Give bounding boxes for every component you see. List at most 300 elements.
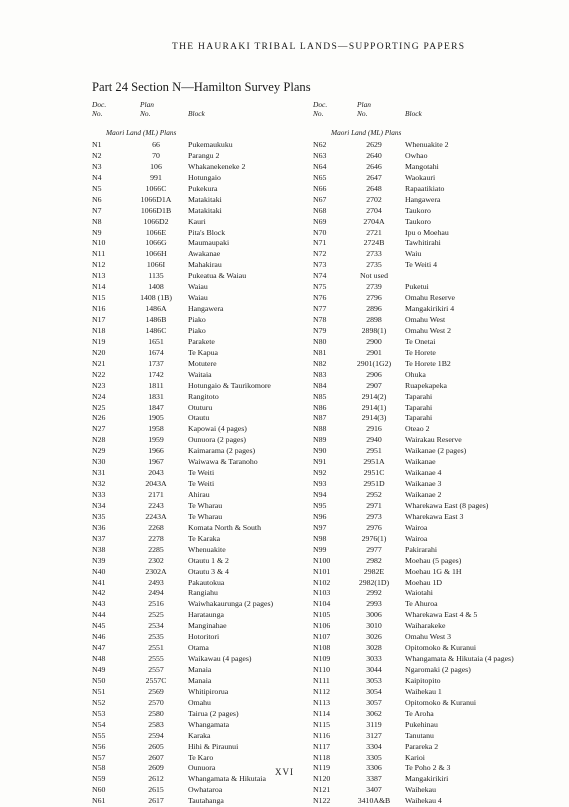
table-row [313,610,538,621]
block-name: Otautu [188,413,210,423]
doc-number: N63 [313,150,327,160]
doc-number: N40 [92,566,106,576]
doc-number: N8 [92,216,102,226]
plan-number: 991 [150,172,162,182]
plan-number: 2043A [145,479,167,489]
block-name: Whenuakite 2 [405,140,449,149]
plan-number: 3044 [366,665,382,674]
doc-number: N71 [313,238,327,248]
doc-number: N84 [313,380,327,390]
table-row [313,217,538,228]
block-name: Whangamata & Hikutaia [188,774,266,784]
plan-number: 2982E [363,566,385,576]
table-row [313,348,538,359]
plan-number: 1737 [148,358,164,368]
doc-number: N29 [92,446,106,456]
doc-number: N77 [313,304,327,314]
block-header: Block [188,109,205,118]
table-row [313,446,538,457]
doc-number: N87 [313,413,327,423]
table-row [313,665,538,676]
plan-number: 2302A [145,566,167,576]
doc-number: N111 [313,675,330,685]
doc-number: N119 [313,763,331,773]
table-row [313,228,538,239]
doc-number: N48 [92,654,106,664]
plan-number: 2243 [148,500,164,510]
doc-number: N67 [313,194,327,204]
block-name: Waiau [188,293,208,303]
table-row [313,556,538,567]
doc-number: N12 [92,260,106,270]
table-row [92,753,297,764]
plan-number: 3057 [366,697,382,707]
block-name: Kapowai (4 pages) [188,424,247,434]
table-row [92,709,297,720]
block-name: Otautu 1 & 2 [188,555,229,565]
doc-number: N122 [313,796,331,806]
plan-number: 1966 [148,446,164,456]
plan-number: 1066I [146,260,166,270]
block-name: Pita's Block [188,227,226,237]
table-row [313,359,538,370]
doc-number: N4 [92,172,102,182]
plan-number: 2609 [148,763,164,773]
doc-number: N73 [313,260,327,270]
block-name: Manginahae [188,621,227,631]
doc-number: N23 [92,380,106,390]
table-row [92,479,297,490]
doc-number: N115 [313,719,331,729]
plan-number: 2285 [148,544,164,554]
table-row [92,293,297,304]
block-name: Motutere [188,358,217,368]
doc-header: Doc. No. [92,100,107,118]
block-name: Waihekau 4 [405,796,442,806]
block-name: Waiu [405,249,422,259]
table-row [313,173,538,184]
table-row [92,337,297,348]
block-name: Awakanae [188,249,221,259]
plan-number: 2982(1D) [358,577,390,587]
table-row [92,370,297,381]
doc-number: N86 [313,402,327,412]
table-row [92,238,297,249]
plan-number: 2171 [148,490,164,499]
doc-number: N107 [313,632,331,642]
doc-number: N103 [313,588,331,598]
doc-number: N28 [92,435,106,445]
plan-number: 2952 [366,490,382,499]
block-name: Wairoa [405,533,428,543]
table-row [313,687,538,698]
block-name: Waitaia [188,369,212,379]
table-row [313,282,538,293]
plan-number: 2617 [148,796,164,806]
plan-number: 1847 [148,402,164,412]
block-name: Whangamata [188,719,230,729]
table-row [92,599,297,610]
table-row [92,796,297,807]
block-name: Parareka 2 [405,741,439,751]
doc-number: N72 [313,249,327,259]
doc-number: N99 [313,544,327,554]
block-name: Waikawau (4 pages) [188,654,252,664]
block-name: Hotoritori [188,632,220,642]
table-row [92,632,297,643]
block-name: Moehau (5 pages) [405,555,462,565]
plan-number: 1066D1B [140,205,172,215]
plan-number: Not used [360,271,388,281]
table-row [313,151,538,162]
block-name: Taukoro [405,205,431,215]
table-row [313,238,538,249]
block-header: Block [405,109,422,118]
plan-header: Plan No. [140,100,154,118]
plan-number: 2906 [366,369,382,379]
table-row [92,392,297,403]
plan-number: 2951D [363,479,385,489]
table-row [92,687,297,698]
block-name: Mangotahi [405,161,439,171]
plan-number: 3062 [366,708,382,718]
block-name: Pakautokua [188,577,225,587]
doc-number: N116 [313,730,331,740]
table-row [313,326,538,337]
plan-number: 2914(1) [361,402,387,412]
doc-number: N93 [313,479,327,489]
doc-number: N1 [92,140,102,149]
table-row [92,140,297,151]
block-name: Waikanae 3 [405,479,442,489]
plan-number: 3306 [366,763,382,773]
doc-number: N113 [313,697,331,707]
block-name: Hangawera [188,304,224,314]
plan-number: 1066C [145,183,167,193]
block-name: Waiau [188,282,208,292]
plan-number: 2583 [148,719,164,729]
doc-number: N70 [313,227,327,237]
block-name: Tanutanu [405,730,434,740]
block-name: Piako [188,325,206,335]
block-name: Omahu West 3 [405,632,452,642]
block-name: Rangiahu [188,588,218,598]
plan-number: 2900 [366,336,382,346]
table-row [92,315,297,326]
plan-number: 2914(2) [361,391,387,401]
table-row [313,304,538,315]
plan-number: 1811 [148,380,164,390]
block-name: Tawhitirahi [405,238,441,248]
plan-number: 1967 [148,457,164,467]
table-row [313,731,538,742]
doc-number: N89 [313,435,327,445]
block-name: Kauri [188,216,206,226]
plan-number: 1742 [148,369,164,379]
block-name: Te Horete 1B2 [405,358,451,368]
plan-number: 3119 [366,719,382,729]
block-name: Otautu 3 & 4 [188,566,229,576]
block-name: Mangakirikiri [405,774,449,784]
table-row [92,326,297,337]
table-row [92,698,297,709]
table-row [92,195,297,206]
doc-number: N10 [92,238,106,248]
plan-number: 1066H [145,249,167,259]
block-name: Waikanae [405,457,436,467]
plan-number: 1651 [148,336,164,346]
table-row [313,588,538,599]
block-name: Manaia [188,675,212,685]
doc-number: N47 [92,643,106,653]
table-row [313,479,538,490]
block-name: Te Weiti 4 [405,260,438,270]
doc-number: N6 [92,194,102,204]
page-number: XVI [275,767,294,777]
plan-number: 2796 [366,293,382,303]
doc-number: N16 [92,304,106,314]
doc-number: N35 [92,511,106,521]
table-row [92,731,297,742]
plan-number: 3410A&B [357,796,391,806]
plan-number: 2646 [366,161,382,171]
table-row [92,578,297,589]
plan-number: 1831 [148,391,164,401]
doc-number: N54 [92,719,106,729]
doc-number: N76 [313,293,327,303]
doc-number: N82 [313,358,327,368]
table-row [313,140,538,151]
plan-number: 1486C [145,325,167,335]
doc-number: N64 [313,161,327,171]
plan-number: 2992 [366,588,382,598]
table-row [92,173,297,184]
block-name: Opitomoko & Kuranui [405,643,477,653]
doc-number: N83 [313,369,327,379]
table-row [92,720,297,731]
plan-number: 3053 [366,675,382,685]
plan-number: 70 [152,150,160,160]
block-name: Wharekawa East 4 & 5 [405,610,478,620]
table-row [92,260,297,271]
block-name: Otuturu [188,402,213,412]
block-name: Moehau 1G & 1H [405,566,462,576]
table-row [92,742,297,753]
plan-number: 2898 [366,315,382,324]
plan-number: 3026 [366,632,382,642]
doc-number: N79 [313,325,327,335]
column-headers [313,100,538,126]
plan-number: 66 [152,140,160,149]
table-row [92,424,297,435]
plan-number: 2557C [145,675,167,685]
block-name: Manaia [188,665,212,674]
plan-number: 1905 [148,413,164,423]
plan-number: 2516 [148,599,164,609]
right-rows [313,140,538,807]
doc-number: N100 [313,555,331,565]
doc-number: N50 [92,675,106,685]
table-row [313,271,538,282]
table-row [92,184,297,195]
block-name: Wairoa [405,522,428,532]
doc-number: N36 [92,522,106,532]
block-name: Taparahi [405,391,433,401]
doc-number: N81 [313,347,327,357]
block-name: Omahu West [405,315,446,324]
plan-number: 3033 [366,654,382,664]
doc-number: N21 [92,358,106,368]
plan-number: 3387 [366,774,382,784]
table-row [313,676,538,687]
plan-number: 2534 [148,621,164,631]
block-name: Ngaromaki (2 pages) [405,665,471,674]
table-row [313,785,538,796]
plan-number: 2951C [363,468,385,478]
table-row [92,665,297,676]
plan-number: 2704 [366,205,382,215]
table-row [313,720,538,731]
plan-number: 2278 [148,533,164,543]
table-row [92,523,297,534]
plan-number: 3407 [366,785,382,795]
plan-number: 1408 (1B) [140,293,172,303]
doc-number: N3 [92,161,102,171]
plan-number: 2704A [363,216,385,226]
plan-number: 2982 [366,555,382,565]
table-row [313,490,538,501]
plan-number: 2570 [148,697,164,707]
doc-number: N9 [92,227,102,237]
plan-number: 2612 [148,774,164,784]
table-row [92,206,297,217]
doc-number: N39 [92,555,106,565]
doc-number: N5 [92,183,102,193]
block-name: Mahakirau [188,260,222,270]
table-row [313,206,538,217]
plan-number: 2739 [366,282,382,292]
block-name: Tairua (2 pages) [188,708,239,718]
doc-number: N57 [92,752,106,762]
block-name: Omahu [188,697,211,707]
block-name: Waikanae (2 pages) [405,446,467,456]
table-row [92,556,297,567]
table-row [92,785,297,796]
block-name: Harataunga [188,610,224,620]
doc-number: N55 [92,730,106,740]
block-name: Ounuora (2 pages) [188,435,247,445]
doc-number: N108 [313,643,331,653]
plan-number: 2916 [366,424,382,434]
plan-number: 2724B [363,238,385,248]
table-row [313,457,538,468]
doc-number: N34 [92,500,106,510]
table-row [92,501,297,512]
page-title: Part 24 Section N—Hamilton Survey Plans [92,80,311,94]
plan-number: 2940 [366,435,382,445]
block-name: Rangitoto [188,391,219,401]
table-row [92,282,297,293]
table-row [92,435,297,446]
plan-number: 2525 [148,610,164,620]
table-row [313,534,538,545]
plan-number: 2043 [148,468,164,478]
table-row [92,534,297,545]
block-name: Hihi & Piraunui [188,741,239,751]
block-name: Otama [188,643,209,653]
doc-number: N13 [92,271,106,281]
doc-number: N62 [313,140,327,149]
plan-number: 3054 [366,686,382,696]
table-row [92,654,297,665]
block-name: Waikanae 2 [405,490,442,499]
block-name: Tautahanga [188,796,224,806]
block-name: Omahu West 2 [405,325,452,335]
table-row [313,403,538,414]
table-row [313,195,538,206]
block-name: Ounuora [188,763,216,773]
doc-number: N20 [92,347,106,357]
doc-number: N88 [313,424,327,434]
table-row [92,381,297,392]
plan-number: 2629 [366,140,382,149]
block-name: Taukoro [405,216,431,226]
doc-number: N92 [313,468,327,478]
plan-number: 2977 [366,544,382,554]
plan-number: 2647 [366,172,382,182]
table-row [313,523,538,534]
table-row [92,249,297,260]
plan-number: 2976(1) [361,533,387,543]
plan-number: 2594 [148,730,164,740]
doc-number: N60 [92,785,106,795]
doc-number: N17 [92,315,106,324]
doc-number: N24 [92,391,106,401]
block-name: Pukekura [188,183,218,193]
table-row [92,304,297,315]
table-row [92,567,297,578]
doc-number: N114 [313,708,331,718]
block-name: Te Aroha [405,708,434,718]
table-row [313,578,538,589]
doc-number: N25 [92,402,106,412]
block-name: Oteao 2 [405,424,430,434]
doc-number: N43 [92,599,106,609]
table-row [313,512,538,523]
doc-number: N90 [313,446,327,456]
doc-number: N46 [92,632,106,642]
plan-number: 1135 [148,271,164,281]
doc-number: N41 [92,577,106,587]
block-name: Waiwawa & Taranoho [188,457,258,467]
block-name: Karioi [405,752,425,762]
plan-number: 2898(1) [361,325,387,335]
block-name: Piako [188,315,206,324]
plan-number: 2605 [148,741,164,751]
doc-number: N69 [313,216,327,226]
doc-number: N11 [92,249,106,259]
plan-number: 2648 [366,183,382,193]
block-name: Komata North & South [188,522,261,532]
plan-number: 2721 [366,227,382,237]
table-row [313,293,538,304]
table-row [92,413,297,424]
doc-number: N61 [92,796,106,806]
table-row [313,260,538,271]
block-name: Te Horete [405,347,436,357]
table-row [313,184,538,195]
block-name: Whangamata & Hikutaia (4 pages) [405,654,514,664]
